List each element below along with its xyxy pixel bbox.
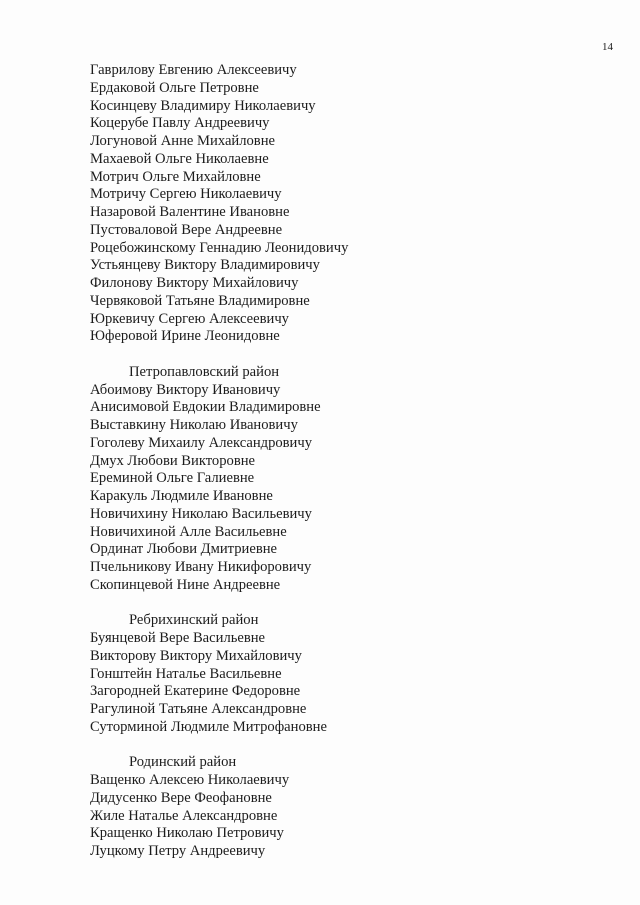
list-item: Логуновой Анне Михайловне xyxy=(90,133,275,149)
section-rebrikhinsky xyxy=(90,612,610,736)
list-item: Ердаковой Ольге Петровне xyxy=(90,79,259,96)
list-item: Гонштейн Наталье Васильевне xyxy=(90,665,282,682)
list-item: Новичихиной Алле Васильевне xyxy=(90,523,287,540)
list-item: Дидусенко Вере Феофановне xyxy=(90,789,272,806)
list-item: Ереминой Ольге Галиевне xyxy=(90,470,255,487)
list-item: Ординат Любови Дмитриевне xyxy=(90,541,278,558)
section-petropavlovsky xyxy=(90,364,610,595)
list-item: Рагулиной Татьяне Александровне xyxy=(90,701,307,717)
section-general xyxy=(90,62,610,346)
list-item: Махаевой Ольге Николаевне xyxy=(90,150,269,167)
list-item: Викторову Виктору Михайловичу xyxy=(90,647,302,664)
list-item: Луцкому Петру Андреевичу xyxy=(90,843,266,859)
list-item: Филонову Виктору Михайловичу xyxy=(90,275,299,291)
section-heading: Ребрихинский район xyxy=(129,612,259,629)
list-item: Назаровой Валентине Ивановне xyxy=(90,204,290,220)
list-item: Пчельникову Ивану Никифоровичу xyxy=(90,559,312,575)
list-item: Гаврилову Евгению Алексеевичу xyxy=(90,62,297,78)
list-item: Новичихину Николаю Васильевичу xyxy=(90,505,312,522)
list-item: Каракуль Людмиле Ивановне xyxy=(90,488,273,504)
list-item: Жиле Наталье Александровне xyxy=(90,807,278,824)
list-item: Пустоваловой Вере Андреевне xyxy=(90,221,283,238)
list-item: Коцерубе Павлу Андреевичу xyxy=(90,115,270,132)
list-item: Абоимову Виктору Ивановичу xyxy=(90,381,281,398)
section-rodinsky xyxy=(90,754,610,861)
names-list xyxy=(90,62,610,861)
list-item: Косинцеву Владимиру Николаевичу xyxy=(90,97,316,114)
section-heading: Петропавловский район xyxy=(129,363,280,380)
list-item: Роцебожинскому Геннадию Леонидовичу xyxy=(90,239,349,256)
list-item: Анисимовой Евдокии Владимировне xyxy=(90,399,321,416)
list-item: Кращенко Николаю Петровичу xyxy=(90,825,284,842)
list-item: Устьянцеву Виктору Владимировичу xyxy=(90,257,320,274)
list-item: Загородней Екатерине Федоровне xyxy=(90,683,301,700)
section-heading: Родинский район xyxy=(129,754,237,771)
list-item: Юферовой Ирине Леонидовне xyxy=(90,328,280,345)
page-number: 14 xyxy=(602,41,613,53)
list-item: Суторминой Людмиле Митрофановне xyxy=(90,718,327,735)
list-item: Выставкину Николаю Ивановичу xyxy=(90,417,298,433)
list-item: Гоголеву Михаилу Александровичу xyxy=(90,434,313,451)
list-item: Дмух Любови Викторовне xyxy=(90,452,255,469)
list-item: Буянцевой Вере Васильевне xyxy=(90,630,266,646)
list-item: Мотричу Сергею Николаевичу xyxy=(90,186,282,203)
list-item: Червяковой Татьяне Владимировне xyxy=(90,292,310,309)
list-item: Юркевичу Сергею Алексеевичу xyxy=(90,310,289,327)
list-item: Мотрич Ольге Михайловне xyxy=(90,168,261,185)
list-item: Скопинцевой Нине Андреевне xyxy=(90,576,281,593)
list-item: Ващенко Алексею Николаевичу xyxy=(90,772,290,788)
